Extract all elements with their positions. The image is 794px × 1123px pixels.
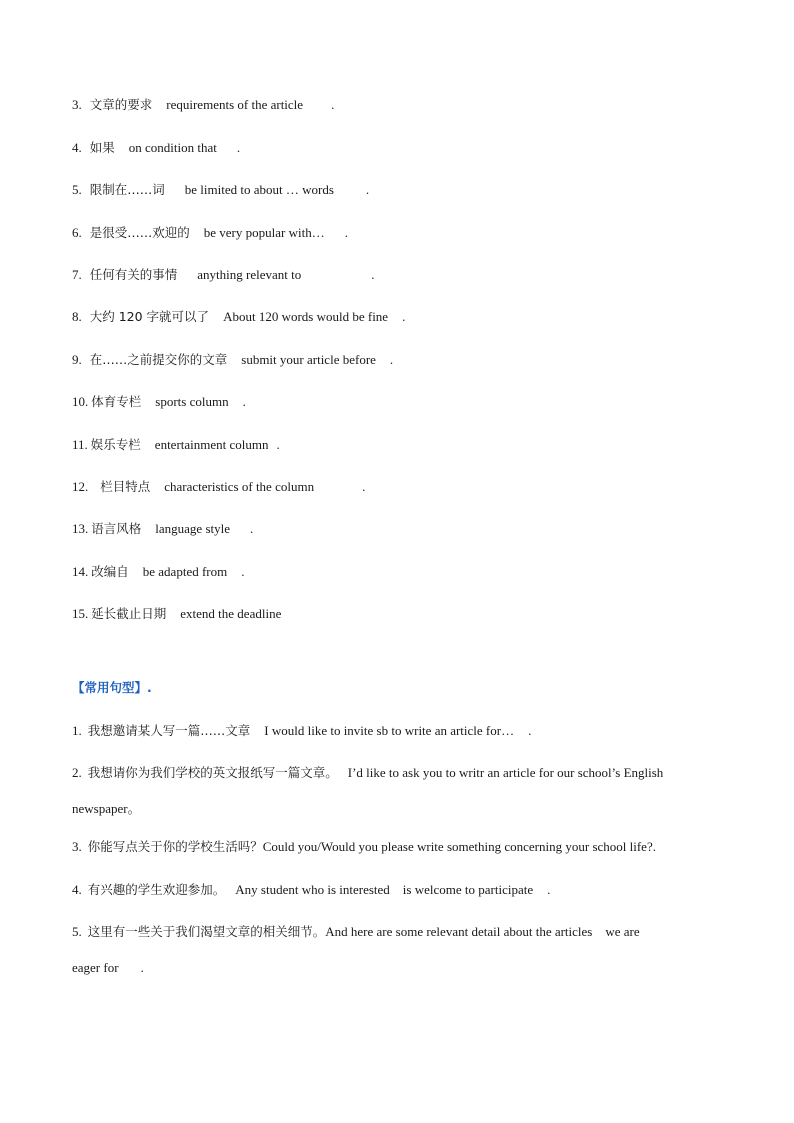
english-phrase: submit your article before: [241, 352, 376, 367]
english-sentence-continued: eager for: [72, 960, 119, 975]
sentence-item: [72, 765, 663, 781]
section-heading: 【常用句型】.: [72, 680, 152, 695]
sentence-item: [72, 839, 656, 855]
chinese-phrase: 娱乐专栏: [90, 437, 141, 452]
sentence-continuation: [72, 960, 144, 976]
item-end: .: [371, 267, 375, 282]
chinese-phrase: 如果: [89, 140, 115, 155]
english-phrase: be adapted from: [142, 564, 228, 579]
chinese-phrase: 在……之前提交你的文章: [89, 352, 228, 367]
english-phrase: anything relevant to: [197, 267, 302, 282]
item-number: 11.: [72, 437, 88, 452]
chinese-sentence: 我想邀请某人写一篇……文章: [87, 723, 251, 738]
vocab-item: [72, 225, 348, 241]
chinese-phrase: 大约 120 字就可以了: [89, 309, 210, 324]
chinese-phrase: 改编自: [91, 564, 129, 579]
item-end: .: [250, 521, 254, 536]
item-number: 4.: [72, 882, 82, 897]
item-number: 1.: [72, 723, 82, 738]
sentence-continuation: [72, 801, 141, 817]
chinese-sentence: 有兴趣的学生欢迎参加。: [87, 882, 226, 897]
item-number: 13.: [72, 521, 89, 536]
item-end: .: [331, 97, 335, 112]
vocab-item: [72, 267, 374, 283]
vocab-item: [72, 309, 405, 325]
chinese-sentence: 你能写点关于你的学校生活吗？: [87, 839, 263, 854]
vocab-item: [72, 140, 240, 156]
english-sentence: Could you/Would you please write something concerning your school life?.: [262, 839, 656, 854]
chinese-phrase: 体育专栏: [91, 394, 142, 409]
item-end: .: [140, 960, 144, 975]
sentence-item: [72, 723, 531, 739]
vocab-item: [72, 394, 246, 410]
sentence-item: [72, 924, 640, 940]
item-number: 6.: [72, 225, 82, 240]
vocab-item: [72, 182, 369, 198]
english-phrase: About 120 words would be fine: [223, 309, 389, 324]
vocab-item: [72, 479, 365, 495]
vocab-item: [72, 97, 334, 113]
item-number: 14.: [72, 564, 89, 579]
english-phrase: be limited to about … words: [184, 182, 334, 197]
item-end: .: [389, 352, 394, 367]
english-phrase: on condition that: [128, 140, 217, 155]
english-sentence: I would like to invite sb to write an article for…: [264, 723, 515, 738]
item-number: 12.: [72, 479, 89, 494]
item-end: .: [344, 225, 348, 240]
item-end: .: [276, 437, 280, 452]
item-number: 10.: [72, 394, 89, 409]
chinese-phrase: 栏目特点: [100, 479, 151, 494]
english-phrase: entertainment column: [154, 437, 269, 452]
english-sentence: And here are some relevant detail about the articles we are: [325, 924, 640, 939]
item-number: 4.: [72, 140, 82, 155]
english-sentence-continued: newspaper。: [72, 801, 141, 816]
english-phrase: language style: [155, 521, 230, 536]
vocab-item: [72, 352, 393, 368]
item-end: .: [365, 182, 370, 197]
chinese-phrase: 是很受……欢迎的: [89, 225, 190, 240]
vocab-item: [72, 564, 244, 580]
item-end: .: [402, 309, 406, 324]
item-number: 9.: [72, 352, 82, 367]
item-number: 3.: [72, 839, 82, 854]
chinese-phrase: 延长截止日期: [91, 606, 167, 621]
item-end: .: [547, 882, 551, 897]
english-sentence: Any student who is interested is welcome to participate: [235, 882, 534, 897]
english-phrase: extend the deadline: [180, 606, 282, 621]
chinese-phrase: 任何有关的事情: [89, 267, 178, 282]
item-end: .: [236, 140, 241, 155]
english-phrase: requirements of the article: [166, 97, 304, 112]
chinese-sentence: 我想请你为我们学校的英文报纸写一篇文章。: [87, 765, 338, 780]
item-end: .: [241, 564, 245, 579]
item-number: 7.: [72, 267, 82, 282]
item-number: 2.: [72, 765, 82, 780]
chinese-phrase: 语言风格: [91, 521, 142, 536]
english-sentence: I’d like to ask you to writr an article for our school’s English: [347, 765, 664, 780]
chinese-sentence: 这里有一些关于我们渴望文章的相关细节。: [87, 924, 326, 939]
item-number: 8.: [72, 309, 82, 324]
item-number: 15.: [72, 606, 89, 621]
vocab-item: [72, 606, 281, 622]
item-number: 5.: [72, 182, 82, 197]
english-phrase: be very popular with…: [203, 225, 325, 240]
chinese-phrase: 文章的要求: [89, 97, 153, 112]
chinese-phrase: 限制在……词: [89, 182, 165, 197]
item-end: .: [528, 723, 532, 738]
item-end: .: [362, 479, 366, 494]
english-phrase: characteristics of the column: [164, 479, 315, 494]
vocab-item: [72, 437, 280, 453]
sentence-item: [72, 882, 550, 898]
item-end: .: [242, 394, 246, 409]
vocab-item: [72, 521, 253, 537]
item-number: 5.: [72, 924, 82, 939]
english-phrase: sports column: [155, 394, 229, 409]
item-number: 3.: [72, 97, 82, 112]
